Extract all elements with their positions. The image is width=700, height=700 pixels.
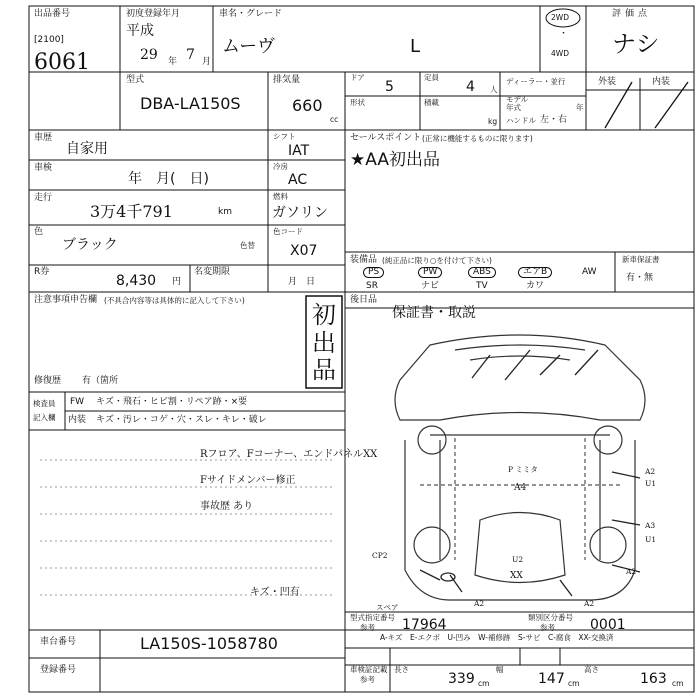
fuel-label: 燃料 (273, 192, 288, 201)
capacity-label: 定員 (424, 73, 439, 82)
drive-2wd: 2WD (551, 13, 569, 22)
sales-note: (正常に機能するものに限ります) (422, 134, 533, 143)
load-unit: kg (488, 117, 498, 126)
color-code-label: 色コード (273, 227, 303, 236)
lot-sub: [2100] (34, 35, 64, 45)
model-label: 車名・グレード (219, 9, 283, 19)
hand-note-1: Rフロア、Fコーナー、エンドパネルXX (200, 449, 378, 460)
fw-label: FW (70, 397, 85, 407)
spare-label: スペア (376, 603, 399, 612)
mileage-label: 走行 (34, 193, 53, 203)
era: 平成 (126, 23, 154, 39)
equipment-note: (純正品に限り○を付けて下さい) (382, 256, 492, 265)
sales-point: ★AA初出品 (350, 150, 440, 170)
ac-value: AC (288, 172, 308, 188)
score-label: 評価点 (612, 9, 652, 19)
equipment-label: 装備品 (350, 255, 378, 265)
capacity-unit: 人 (490, 85, 498, 94)
chassis-label: 車台番号 (40, 637, 77, 647)
hand-note-bottom: キズ・凹有 (250, 587, 300, 598)
equip-leather: カワ (526, 281, 545, 291)
back-value: 保証書・取説 (392, 305, 476, 321)
warranty-value: 有・無 (626, 273, 654, 283)
load-label: 積載 (424, 98, 439, 107)
color-value: ブラック (62, 237, 118, 253)
name-change-label: 名変期限 (194, 267, 231, 277)
dealer-label: ディーラー・並行 (506, 77, 566, 86)
sales-label: セールスポイント (350, 133, 422, 143)
interior-check-label: 内装 (68, 415, 87, 425)
diagram-mark-8: XX (510, 571, 523, 581)
capacity-value: 4 (466, 79, 475, 95)
shape-label: 形状 (350, 98, 365, 107)
displacement-value: 660 (292, 96, 323, 115)
diagram-mark-12: A2 (474, 599, 485, 608)
interior-label: 内装 (652, 77, 671, 87)
dims-ref: 参考 (360, 675, 375, 684)
name-change-value: 月 日 (288, 277, 316, 287)
model-year-label-a: モデル (506, 95, 529, 104)
lot-label: 出品番号 (34, 9, 71, 19)
equip-abs: ABS (468, 267, 496, 278)
shift-value: IAT (288, 143, 310, 159)
hand-note-2: Fサイドメンバー修正 (200, 475, 296, 486)
displacement-unit: cc (330, 115, 339, 124)
exterior-label: 外装 (598, 77, 617, 87)
length-value: 339 (448, 671, 475, 687)
equip-ps: PS (363, 267, 384, 278)
recycle-unit: 円 (172, 277, 182, 287)
drive-dot: ・ (559, 29, 569, 39)
shift-label: シフト (273, 132, 296, 141)
height-unit: cm (672, 679, 684, 688)
fuel-value: ガソリン (272, 205, 328, 221)
diagram-mark-2: A4 (514, 483, 527, 493)
equip-sr: SR (366, 281, 378, 291)
equip-pw: PW (418, 267, 442, 278)
displacement-label: 排気量 (273, 75, 301, 85)
equip-airbag: エアB (518, 267, 552, 278)
length-label: 長さ (394, 665, 409, 674)
door-value: 5 (385, 79, 394, 95)
type-designation-label: 型式指定番号 (350, 613, 395, 622)
recycle-label: R券 (34, 267, 50, 277)
diagram-mark-6: U1 (645, 535, 657, 544)
equip-navi: ナビ (421, 281, 440, 291)
type-designation-ref: 参考 (360, 623, 375, 632)
score-value: ナシ (612, 30, 660, 58)
category-value: 0001 (590, 617, 626, 633)
width-value: 147 (538, 671, 565, 687)
width-label: 幅 (496, 665, 504, 674)
model-year-label-b: 年式 (506, 103, 521, 112)
chassis-value: LA150S-1058780 (140, 634, 278, 653)
type-label: 型式 (126, 75, 145, 85)
model-name: ムーヴ (222, 36, 276, 57)
history-label: 車歴 (34, 133, 53, 143)
repaint-label: 色替 (240, 241, 255, 250)
reg-month: 7 (186, 47, 195, 63)
repair-value: 有（箇所 (82, 376, 119, 386)
lot-number: 6061 (34, 50, 90, 75)
color-label: 色 (34, 227, 44, 237)
grade: L (410, 36, 421, 57)
back-label: 後日品 (350, 295, 378, 305)
color-code-value: X07 (290, 243, 318, 259)
diagram-mark-10: A2 (584, 599, 595, 608)
reg-month-unit: 月 (202, 57, 212, 67)
diagram-mark-7: U2 (512, 555, 524, 564)
history-value: 自家用 (66, 141, 108, 157)
warranty-label: 新車保証書 (622, 255, 660, 264)
model-year-unit: 年 (576, 103, 584, 112)
category-label: 類別区分番号 (528, 613, 573, 622)
type-value: DBA-LA150S (140, 94, 241, 113)
height-label: 高さ (584, 665, 599, 674)
first-listing-stamp: 初出品 (312, 301, 336, 385)
category-ref: 参考 (540, 623, 555, 632)
damage-legend: A-キズ E-エクボ U-凹み W-補修跡 S-サビ C-腐食 XX-交換済 (380, 633, 614, 642)
interior-items: キズ・汚レ・コゲ・穴・スレ・キレ・破レ (96, 415, 267, 425)
width-unit: cm (568, 679, 580, 688)
inspector-label-a: 検査員 (33, 399, 56, 408)
repair-label: 修復歴 (34, 376, 62, 386)
diagram-mark-5: A3 (645, 521, 656, 530)
diagram-mark-3: A2 (645, 467, 656, 476)
reg-year-unit: 年 (168, 57, 178, 67)
diagram-mark-11: CP2 (372, 551, 388, 560)
reg-number-label: 登録番号 (40, 665, 77, 675)
handle-label: ハンドル (506, 116, 536, 125)
inspection-label: 車検 (34, 163, 53, 173)
hand-note-3: 事故歴 あり (200, 501, 254, 512)
height-value: 163 (640, 671, 667, 687)
drive-4wd: 4WD (551, 49, 569, 58)
first-reg-label: 初度登録年月 (126, 9, 181, 19)
inspection-value: 年 月( 日) (128, 171, 209, 187)
fw-items: キズ・飛石・ヒビ割・リペア跡・×要 (96, 397, 248, 407)
recycle-value: 8,430 (116, 273, 157, 289)
diagram-mark-1: P ミミタ (508, 465, 538, 474)
inspector-label-b: 記入欄 (33, 413, 56, 422)
mileage-value: 3万4千791 (90, 202, 173, 221)
door-label: ドア (350, 73, 365, 82)
equip-tv: TV (476, 281, 488, 291)
caution-label: 注意事項申告欄 (34, 295, 98, 305)
caution-note: (不具合内容等は具体的に記入して下さい) (104, 296, 245, 305)
handle-value: 左・右 (540, 115, 568, 125)
diagram-mark-9: A2 (626, 567, 637, 576)
type-designation-value: 17964 (402, 617, 447, 633)
mileage-unit: km (218, 207, 232, 217)
dims-label: 車検証記載 (350, 665, 388, 674)
diagram-mark-4: U1 (645, 479, 657, 488)
ac-label: 冷房 (273, 162, 288, 171)
reg-year: 29 (140, 47, 158, 63)
length-unit: cm (478, 679, 490, 688)
equip-aw: AW (582, 267, 597, 277)
